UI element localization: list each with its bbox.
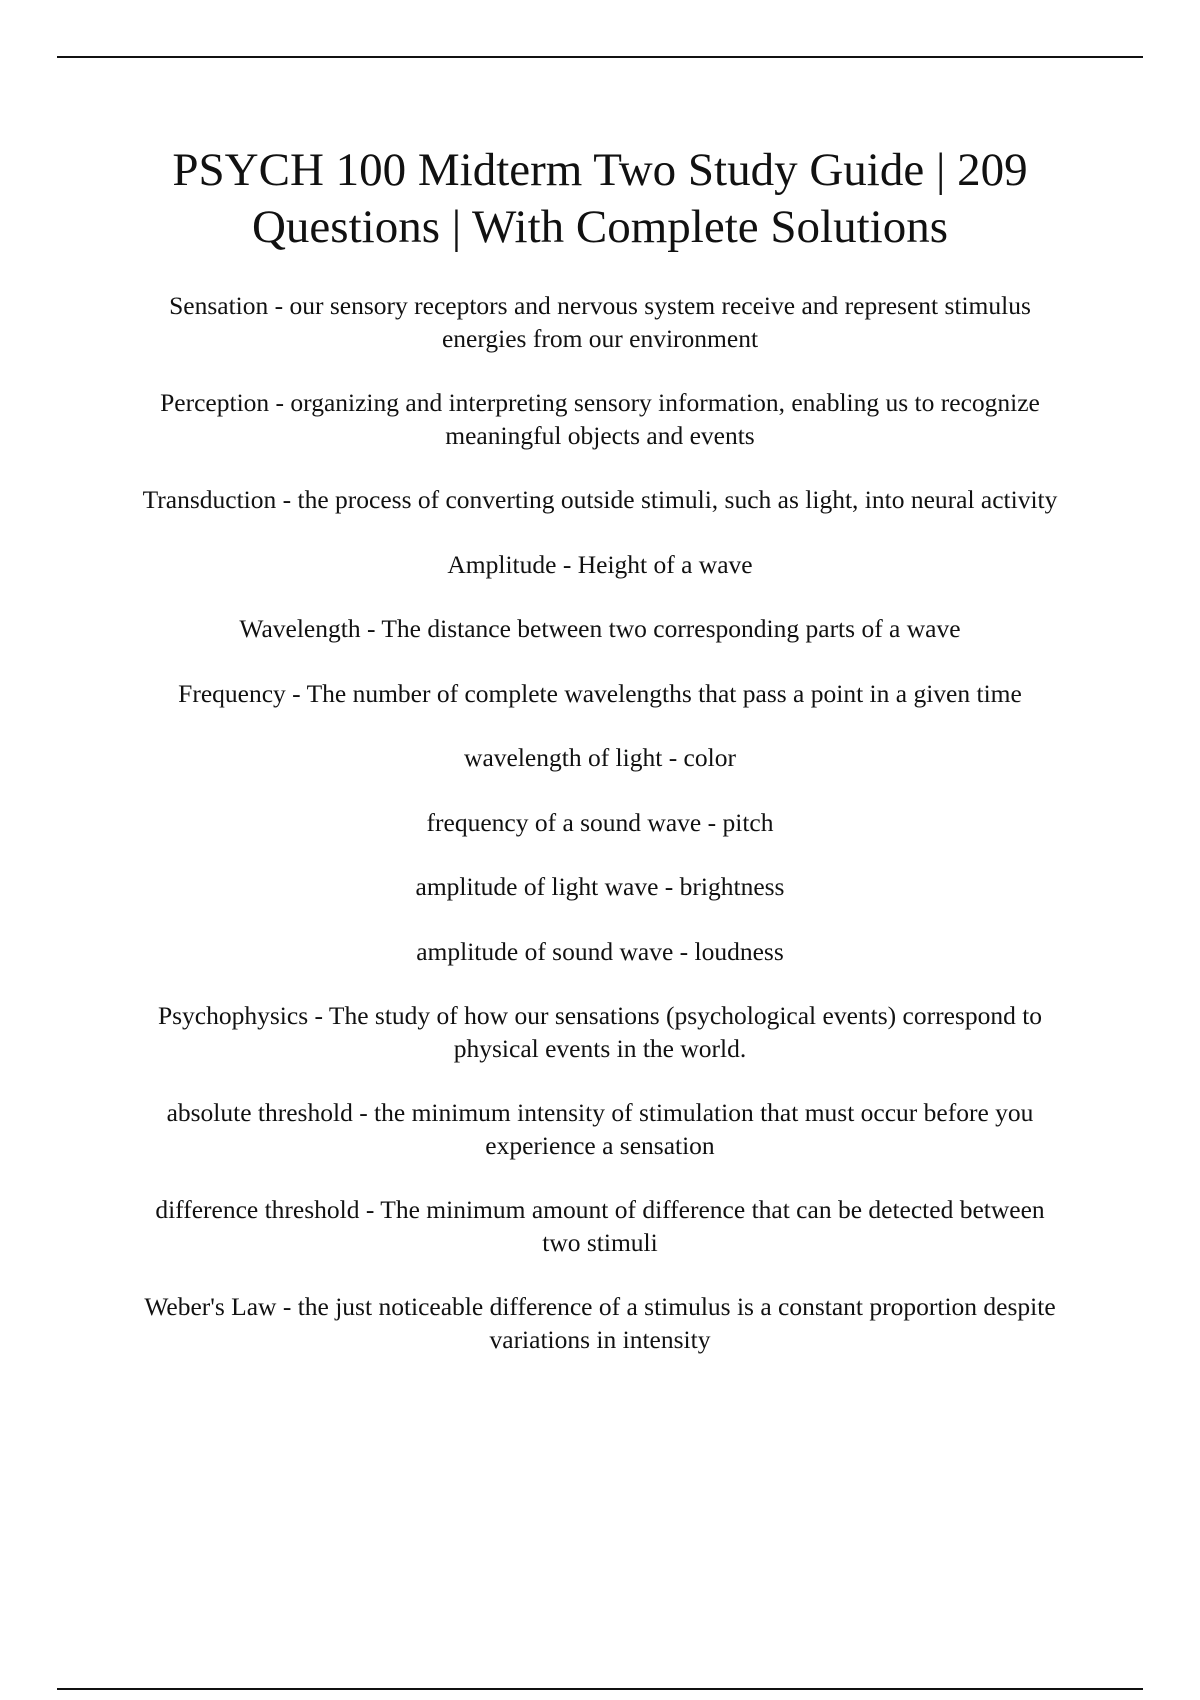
term-entry-amplitude-of-light: amplitude of light wave - brightness: [415, 872, 785, 901]
document-title: PSYCH 100 Midterm Two Study Guide | 209 Questions | With Complete Solutions: [172, 144, 1028, 253]
top-divider: [57, 56, 1143, 58]
term-entry-difference-threshold: difference threshold - The minimum amount of difference that can be detected between two stimuli: [155, 1195, 1045, 1257]
term-entry-absolute-threshold: absolute threshold - the minimum intensity of stimulation that must occur before you experience a sensation: [166, 1098, 1034, 1160]
term-entry-perception: Perception - organizing and interpreting sensory information, enabling us to recognize meaningful objects and events: [160, 388, 1040, 450]
bottom-divider: [57, 1688, 1143, 1690]
term-entry-frequency-of-sound: frequency of a sound wave - pitch: [426, 807, 774, 837]
term-entry-frequency: Frequency - The number of complete wavelengths that pass a point in a given time: [178, 678, 1022, 708]
term-entry-transduction: Transduction - the process of converting outside stimuli, such as light, into neural activity: [142, 485, 1058, 514]
term-entry-wavelength: Wavelength - The distance between two corresponding parts of a wave: [239, 614, 961, 643]
term-list: [140, 290, 1060, 1388]
term-entry-webers-law: Weber's Law - the just noticeable difference of a stimulus is a constant proportion despite variations in intensity: [144, 1292, 1056, 1354]
term-entry-sensation: Sensation - our sensory receptors and nervous system receive and represent stimulus energies from our environment: [169, 291, 1031, 353]
term-entry-psychophysics: Psychophysics - The study of how our sensations (psychological events) correspond to physical events in the world.: [157, 1001, 1043, 1063]
term-entry-wavelength-of-light: wavelength of light - color: [464, 743, 736, 772]
term-entry-amplitude-of-sound: amplitude of sound wave - loudness: [416, 936, 784, 966]
term-entry-amplitude: Amplitude - Height of a wave: [447, 549, 753, 579]
